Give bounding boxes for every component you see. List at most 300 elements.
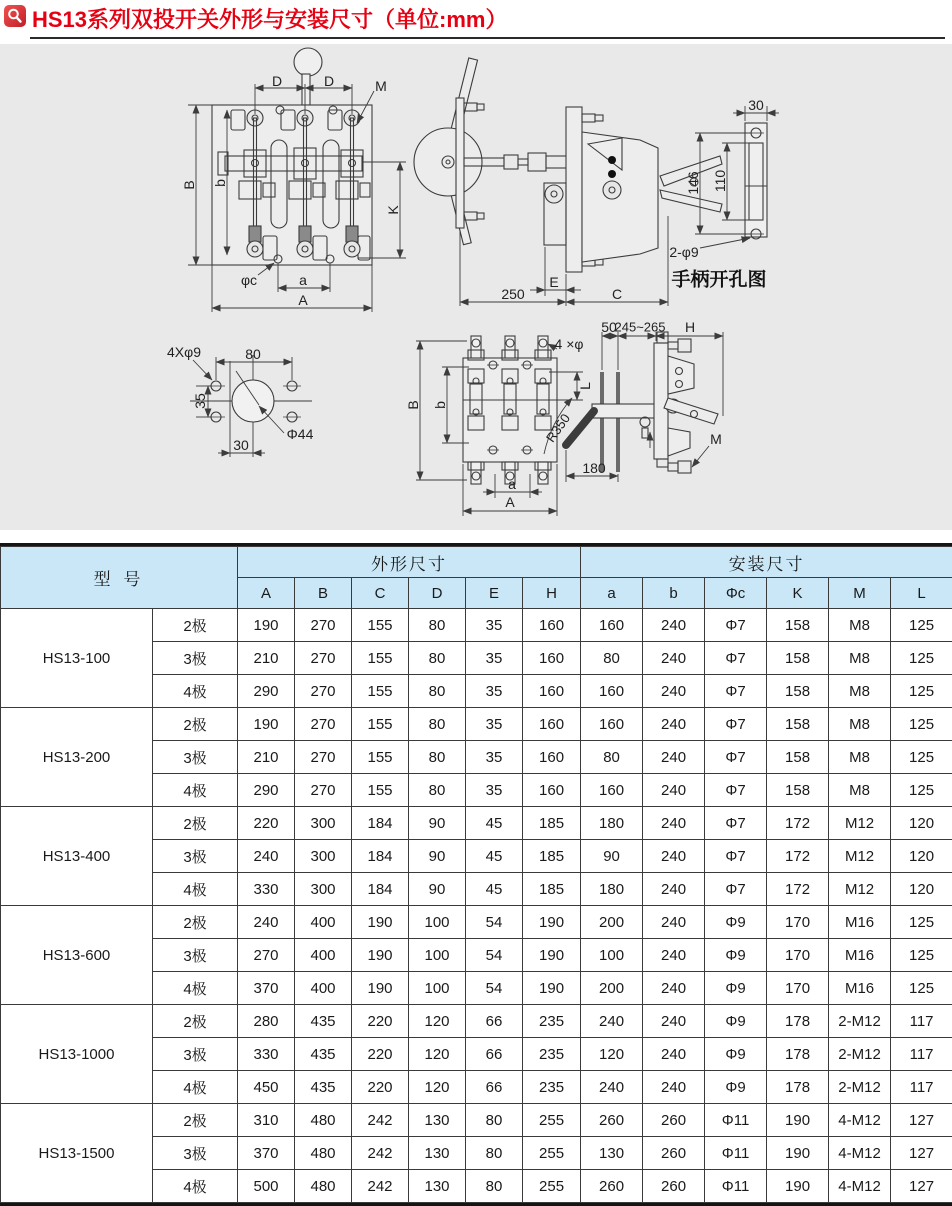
value-cell: 125	[891, 675, 952, 708]
value-cell: 170	[767, 972, 829, 1005]
col-E: E	[466, 578, 523, 609]
value-cell: M16	[829, 972, 891, 1005]
value-cell: 290	[238, 774, 295, 807]
page-title: HS13系列双投开关外形与安装尺寸（单位:mm）	[32, 3, 507, 34]
value-cell: 450	[238, 1071, 295, 1104]
dim-label-b: b	[213, 179, 227, 187]
value-cell: 240	[643, 840, 705, 873]
value-cell: 80	[409, 708, 466, 741]
pole-cell: 4极	[153, 675, 238, 708]
value-cell: Φ7	[705, 774, 767, 807]
dim-label-A2: A	[505, 495, 514, 509]
value-cell: 160	[581, 708, 643, 741]
value-cell: 80	[581, 642, 643, 675]
pole-cell: 4极	[153, 1170, 238, 1203]
value-cell: 80	[466, 1137, 523, 1170]
pole-cell: 4极	[153, 972, 238, 1005]
dim-label-b2: b	[433, 401, 447, 409]
value-cell: M12	[829, 807, 891, 840]
value-cell: 270	[238, 939, 295, 972]
side-view-2-drawing	[544, 332, 723, 482]
value-cell: 240	[643, 675, 705, 708]
dim-label-D-right: D	[324, 74, 334, 88]
value-cell: 125	[891, 774, 952, 807]
value-cell: 235	[523, 1071, 581, 1104]
value-cell: 160	[523, 708, 581, 741]
value-cell: 160	[523, 774, 581, 807]
dim-label-H: H	[685, 320, 695, 334]
col-a: a	[581, 578, 643, 609]
value-cell: 220	[238, 807, 295, 840]
value-cell: 160	[523, 609, 581, 642]
value-cell: 300	[295, 840, 352, 873]
value-cell: 260	[581, 1104, 643, 1137]
value-cell: 155	[352, 774, 409, 807]
value-cell: 220	[352, 1005, 409, 1038]
value-cell: 280	[238, 1005, 295, 1038]
value-cell: 500	[238, 1170, 295, 1203]
value-cell: 100	[581, 939, 643, 972]
value-cell: 80	[409, 642, 466, 675]
dim-label-B: B	[182, 180, 196, 189]
value-cell: 178	[767, 1005, 829, 1038]
handle-cutout-drawing	[695, 106, 779, 248]
value-cell: Φ11	[705, 1104, 767, 1137]
dim-label-4x-phi9: 4Xφ9	[167, 345, 201, 359]
value-cell: Φ9	[705, 939, 767, 972]
col-D: D	[409, 578, 466, 609]
value-cell: M8	[829, 741, 891, 774]
dim-label-180: 180	[582, 461, 605, 475]
dim-label-C: C	[612, 287, 622, 301]
magnifier-icon	[4, 5, 26, 27]
dim-label-R350: R350	[544, 412, 572, 445]
value-cell: 160	[523, 675, 581, 708]
value-cell: M12	[829, 873, 891, 906]
value-cell: 4-M12	[829, 1170, 891, 1203]
value-cell: 255	[523, 1170, 581, 1203]
value-cell: 240	[643, 642, 705, 675]
value-cell: 155	[352, 708, 409, 741]
value-cell: 184	[352, 873, 409, 906]
model-cell: HS13-200	[1, 708, 153, 807]
value-cell: 130	[409, 1170, 466, 1203]
value-cell: 125	[891, 642, 952, 675]
value-cell: 300	[295, 807, 352, 840]
value-cell: 240	[643, 609, 705, 642]
value-cell: Φ7	[705, 642, 767, 675]
pole-cell: 2极	[153, 807, 238, 840]
dim-label-50: 50	[601, 320, 617, 334]
value-cell: 90	[409, 840, 466, 873]
col-C: C	[352, 578, 409, 609]
value-cell: 260	[643, 1104, 705, 1137]
value-cell: 242	[352, 1137, 409, 1170]
value-cell: 54	[466, 939, 523, 972]
value-cell: 80	[581, 741, 643, 774]
value-cell: 270	[295, 774, 352, 807]
dim-label-250: 250	[501, 287, 524, 301]
header-model: 型 号	[1, 547, 238, 609]
value-cell: 125	[891, 972, 952, 1005]
spec-table-wrap	[0, 543, 952, 1206]
value-cell: 35	[466, 675, 523, 708]
dim-label-245-265: 245~265	[615, 321, 666, 334]
value-cell: 170	[767, 906, 829, 939]
model-cell: HS13-1000	[1, 1005, 153, 1104]
value-cell: 240	[238, 906, 295, 939]
dim-label-a2: a	[508, 477, 516, 491]
value-cell: 158	[767, 642, 829, 675]
value-cell: 400	[295, 939, 352, 972]
value-cell: 370	[238, 1137, 295, 1170]
value-cell: 125	[891, 906, 952, 939]
value-cell: 160	[581, 675, 643, 708]
spec-table-body	[1, 609, 952, 1203]
value-cell: 125	[891, 741, 952, 774]
value-cell: 54	[466, 972, 523, 1005]
value-cell: 170	[767, 939, 829, 972]
value-cell: 127	[891, 1104, 952, 1137]
value-cell: 270	[295, 642, 352, 675]
value-cell: 220	[352, 1038, 409, 1071]
value-cell: 200	[581, 906, 643, 939]
dim-label-E: E	[549, 275, 558, 289]
value-cell: Φ9	[705, 1038, 767, 1071]
title-underline	[30, 37, 945, 39]
value-cell: 480	[295, 1104, 352, 1137]
pole-cell: 3极	[153, 939, 238, 972]
value-cell: 120	[891, 807, 952, 840]
value-cell: 125	[891, 708, 952, 741]
dim-label-D-left: D	[272, 74, 282, 88]
dim-label-30-handle: 30	[748, 98, 764, 112]
col-K: K	[767, 578, 829, 609]
value-cell: 240	[643, 1038, 705, 1071]
value-cell: 190	[352, 939, 409, 972]
value-cell: 240	[643, 807, 705, 840]
col-b: b	[643, 578, 705, 609]
value-cell: 310	[238, 1104, 295, 1137]
value-cell: 158	[767, 708, 829, 741]
value-cell: 2-M12	[829, 1071, 891, 1104]
value-cell: M8	[829, 774, 891, 807]
value-cell: 200	[581, 972, 643, 1005]
value-cell: 240	[581, 1071, 643, 1104]
value-cell: 190	[767, 1137, 829, 1170]
value-cell: Φ7	[705, 873, 767, 906]
pole-cell: 3极	[153, 1038, 238, 1071]
dim-label-80: 80	[245, 347, 261, 361]
value-cell: M8	[829, 675, 891, 708]
value-cell: 80	[466, 1170, 523, 1203]
value-cell: 190	[523, 939, 581, 972]
value-cell: 240	[643, 741, 705, 774]
value-cell: Φ7	[705, 675, 767, 708]
value-cell: 240	[643, 708, 705, 741]
value-cell: 45	[466, 840, 523, 873]
value-cell: 270	[295, 708, 352, 741]
value-cell: 4-M12	[829, 1104, 891, 1137]
col-B: B	[295, 578, 352, 609]
value-cell: Φ7	[705, 609, 767, 642]
value-cell: 80	[409, 774, 466, 807]
value-cell: Φ11	[705, 1137, 767, 1170]
model-cell: HS13-1500	[1, 1104, 153, 1203]
table-row	[1, 807, 952, 840]
value-cell: 220	[352, 1071, 409, 1104]
value-cell: 158	[767, 609, 829, 642]
value-cell: 240	[643, 939, 705, 972]
value-cell: 242	[352, 1170, 409, 1203]
col-phi-c: Φc	[705, 578, 767, 609]
value-cell: 130	[581, 1137, 643, 1170]
value-cell: 190	[352, 906, 409, 939]
value-cell: 172	[767, 807, 829, 840]
value-cell: 80	[409, 675, 466, 708]
value-cell: 184	[352, 807, 409, 840]
table-row	[1, 1104, 952, 1137]
value-cell: 125	[891, 609, 952, 642]
drawings-svg	[0, 44, 952, 530]
value-cell: 160	[581, 609, 643, 642]
value-cell: 240	[643, 1071, 705, 1104]
value-cell: 330	[238, 1038, 295, 1071]
value-cell: 178	[767, 1038, 829, 1071]
spec-table	[0, 546, 952, 1203]
dim-label-35: 35	[193, 393, 207, 409]
value-cell: 80	[466, 1104, 523, 1137]
value-cell: 120	[409, 1038, 466, 1071]
value-cell: 480	[295, 1170, 352, 1203]
value-cell: 255	[523, 1104, 581, 1137]
pole-cell: 3极	[153, 741, 238, 774]
value-cell: Φ7	[705, 741, 767, 774]
col-A: A	[238, 578, 295, 609]
value-cell: 330	[238, 873, 295, 906]
value-cell: 190	[523, 972, 581, 1005]
value-cell: 100	[409, 906, 466, 939]
value-cell: 480	[295, 1137, 352, 1170]
value-cell: 240	[643, 1005, 705, 1038]
dim-label-a: a	[299, 273, 307, 287]
value-cell: M12	[829, 840, 891, 873]
model-cell: HS13-100	[1, 609, 153, 708]
value-cell: 435	[295, 1038, 352, 1071]
dim-label-K: K	[386, 205, 400, 214]
value-cell: 35	[466, 642, 523, 675]
value-cell: 300	[295, 873, 352, 906]
value-cell: 66	[466, 1071, 523, 1104]
value-cell: 400	[295, 906, 352, 939]
value-cell: 80	[409, 609, 466, 642]
value-cell: 178	[767, 1071, 829, 1104]
value-cell: 210	[238, 741, 295, 774]
value-cell: 260	[581, 1170, 643, 1203]
value-cell: Φ9	[705, 906, 767, 939]
value-cell: 180	[581, 807, 643, 840]
value-cell: 190	[767, 1170, 829, 1203]
value-cell: 255	[523, 1137, 581, 1170]
value-cell: 127	[891, 1170, 952, 1203]
value-cell: 155	[352, 642, 409, 675]
value-cell: 160	[523, 741, 581, 774]
value-cell: 35	[466, 708, 523, 741]
value-cell: 35	[466, 774, 523, 807]
technical-drawings	[0, 44, 952, 530]
title-bar	[0, 0, 952, 44]
pole-cell: 2极	[153, 906, 238, 939]
value-cell: 130	[409, 1104, 466, 1137]
value-cell: 190	[352, 972, 409, 1005]
dim-label-phi-c: φc	[241, 273, 257, 287]
value-cell: M8	[829, 642, 891, 675]
value-cell: 158	[767, 741, 829, 774]
value-cell: Φ9	[705, 1071, 767, 1104]
dim-label-phi44: Φ44	[287, 427, 314, 441]
spec-table-head	[1, 547, 952, 609]
dim-label-M2: M	[710, 432, 722, 446]
value-cell: 190	[238, 609, 295, 642]
value-cell: 240	[643, 906, 705, 939]
value-cell: 117	[891, 1038, 952, 1071]
value-cell: 160	[523, 642, 581, 675]
value-cell: 158	[767, 675, 829, 708]
pole-cell: 4极	[153, 774, 238, 807]
value-cell: 155	[352, 675, 409, 708]
value-cell: 45	[466, 873, 523, 906]
pole-cell: 3极	[153, 840, 238, 873]
value-cell: 260	[643, 1170, 705, 1203]
value-cell: 4-M12	[829, 1137, 891, 1170]
value-cell: M8	[829, 708, 891, 741]
value-cell: 155	[352, 741, 409, 774]
value-cell: M16	[829, 906, 891, 939]
value-cell: M16	[829, 939, 891, 972]
header-outline-dims: 外形尺寸	[238, 547, 581, 578]
value-cell: 130	[409, 1137, 466, 1170]
value-cell: 370	[238, 972, 295, 1005]
value-cell: 125	[891, 939, 952, 972]
table-row	[1, 609, 952, 642]
value-cell: 45	[466, 807, 523, 840]
value-cell: Φ7	[705, 840, 767, 873]
value-cell: 66	[466, 1038, 523, 1071]
value-cell: 172	[767, 873, 829, 906]
dim-label-A: A	[298, 293, 307, 307]
col-H: H	[523, 578, 581, 609]
value-cell: 190	[523, 906, 581, 939]
dim-label-110: 110	[713, 170, 727, 192]
value-cell: 270	[295, 675, 352, 708]
value-cell: 54	[466, 906, 523, 939]
value-cell: 90	[581, 840, 643, 873]
value-cell: Φ9	[705, 1005, 767, 1038]
value-cell: 180	[581, 873, 643, 906]
value-cell: 120	[409, 1071, 466, 1104]
value-cell: 117	[891, 1071, 952, 1104]
value-cell: 435	[295, 1005, 352, 1038]
pole-cell: 4极	[153, 873, 238, 906]
header-install-dims: 安装尺寸	[581, 547, 952, 578]
value-cell: 185	[523, 807, 581, 840]
dim-label-B2: B	[406, 400, 420, 409]
model-cell: HS13-600	[1, 906, 153, 1005]
value-cell: 260	[643, 1137, 705, 1170]
value-cell: 120	[891, 840, 952, 873]
value-cell: 235	[523, 1005, 581, 1038]
value-cell: 127	[891, 1137, 952, 1170]
value-cell: Φ9	[705, 972, 767, 1005]
pole-cell: 2极	[153, 609, 238, 642]
value-cell: 120	[891, 873, 952, 906]
value-cell: 240	[643, 774, 705, 807]
value-cell: 80	[409, 741, 466, 774]
col-M: M	[829, 578, 891, 609]
value-cell: 35	[466, 741, 523, 774]
value-cell: M8	[829, 609, 891, 642]
value-cell: 120	[409, 1005, 466, 1038]
value-cell: 240	[643, 972, 705, 1005]
dim-label-4x-phi: 4 ×φ	[555, 337, 584, 351]
value-cell: 90	[409, 873, 466, 906]
value-cell: 184	[352, 840, 409, 873]
value-cell: 270	[295, 741, 352, 774]
value-cell: 435	[295, 1071, 352, 1104]
value-cell: 172	[767, 840, 829, 873]
value-cell: 100	[409, 939, 466, 972]
value-cell: 2-M12	[829, 1005, 891, 1038]
value-cell: 185	[523, 873, 581, 906]
pole-cell: 2极	[153, 708, 238, 741]
table-row	[1, 1005, 952, 1038]
value-cell: 400	[295, 972, 352, 1005]
value-cell: 190	[767, 1104, 829, 1137]
value-cell: 120	[581, 1038, 643, 1071]
dim-label-2-phi9: 2-φ9	[669, 245, 698, 259]
pole-cell: 2极	[153, 1104, 238, 1137]
value-cell: 158	[767, 774, 829, 807]
value-cell: 235	[523, 1038, 581, 1071]
dim-label-146: 146	[686, 171, 700, 194]
value-cell: 35	[466, 609, 523, 642]
value-cell: 66	[466, 1005, 523, 1038]
pole-cell: 3极	[153, 1137, 238, 1170]
handle-cutout-caption: 手柄开孔图	[671, 271, 766, 290]
table-row	[1, 906, 952, 939]
value-cell: Φ11	[705, 1170, 767, 1203]
dim-label-L: L	[578, 382, 592, 390]
pole-cell: 4极	[153, 1071, 238, 1104]
value-cell: 155	[352, 609, 409, 642]
pole-cell: 2极	[153, 1005, 238, 1038]
value-cell: 240	[581, 1005, 643, 1038]
dim-label-30-pattern: 30	[233, 438, 249, 452]
value-cell: 2-M12	[829, 1038, 891, 1071]
value-cell: 160	[581, 774, 643, 807]
model-cell: HS13-400	[1, 807, 153, 906]
value-cell: 290	[238, 675, 295, 708]
value-cell: 90	[409, 807, 466, 840]
value-cell: 210	[238, 642, 295, 675]
dim-label-M: M	[375, 79, 387, 93]
value-cell: 242	[352, 1104, 409, 1137]
value-cell: Φ7	[705, 807, 767, 840]
value-cell: Φ7	[705, 708, 767, 741]
value-cell: 240	[643, 873, 705, 906]
table-row	[1, 708, 952, 741]
value-cell: 117	[891, 1005, 952, 1038]
